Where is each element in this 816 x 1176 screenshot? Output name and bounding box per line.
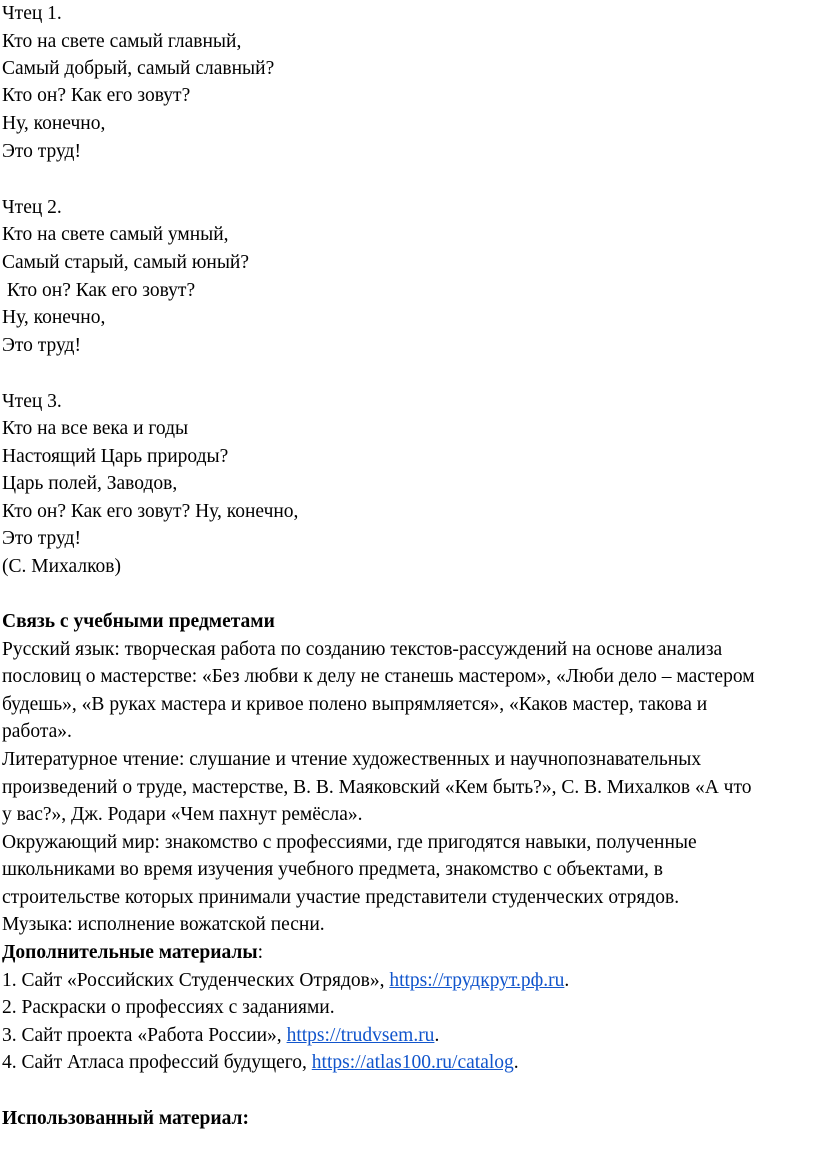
reader3-line-1: Кто на все века и годы xyxy=(2,418,189,439)
literature-line-1: Литературное чтение: слушание и чтение художественных и научнопознавательных xyxy=(2,749,702,770)
extra-item-1-after: . xyxy=(564,970,570,991)
reader1-heading: Чтец 1. xyxy=(2,3,62,24)
reader1-line-1: Кто на свете самый главный, xyxy=(2,31,242,52)
extra-item-4-text: 4. Сайт Атласа профессий будущего, xyxy=(2,1052,307,1073)
extra-item-3 xyxy=(2,1022,439,1049)
extra-item-3-after: . xyxy=(434,1025,440,1046)
link-trudvsem[interactable]: https://trudvsem.ru xyxy=(286,1025,435,1046)
extra-item-2-text: 2. Раскраски о профессиях с заданиями. xyxy=(2,997,335,1018)
extra-item-2 xyxy=(2,994,335,1021)
reader3-author: (С. Михалков) xyxy=(2,556,122,577)
reader3-line-5: Это труд! xyxy=(2,528,81,549)
reader3-heading: Чтец 3. xyxy=(2,391,62,412)
world-line-3: строительстве которых принимали участие представители студенческих отрядов. xyxy=(2,887,680,908)
world-line-2: школьниками во время изучения учебного предмета, знакомство с объектами, в xyxy=(2,859,663,880)
link-studotryad[interactable]: https://трудкрут.рф.ru xyxy=(389,970,565,991)
extra-item-4-after: . xyxy=(513,1052,519,1073)
reader3-line-4: Кто он? Как его зовут? Ну, конечно, xyxy=(2,501,299,522)
russian-line-1: Русский язык: творческая работа по созданию текстов-рассуждений на основе анализа xyxy=(2,639,723,660)
russian-line-3: будешь», «В руках мастера и кривое полено выпрямляется», «Каков мастер, такова и xyxy=(2,694,708,715)
reader3-line-2: Настоящий Царь природы? xyxy=(2,446,229,467)
connections-heading: Связь с учебными предметами xyxy=(2,611,275,632)
reader2-line-5: Это труд! xyxy=(2,335,81,356)
reader2-line-4: Ну, конечно, xyxy=(2,307,106,328)
extra-item-1 xyxy=(2,967,569,994)
reader1-line-2: Самый добрый, самый славный? xyxy=(2,58,275,79)
russian-line-2: пословиц о мастерстве: «Без любви к делу не станешь мастером», «Люби дело – мастером xyxy=(2,666,755,687)
literature-line-3: у вас?», Дж. Родари «Чем пахнут ремёсла». xyxy=(2,804,363,825)
reader3-line-3: Царь полей, Заводов, xyxy=(2,473,178,494)
reader1-line-5: Это труд! xyxy=(2,141,81,162)
reader2-line-2: Самый старый, самый юный? xyxy=(2,252,250,273)
music-line: Музыка: исполнение вожатской песни. xyxy=(2,914,325,935)
link-atlas100[interactable]: https://atlas100.ru/catalog xyxy=(311,1052,514,1073)
reader2-heading: Чтец 2. xyxy=(2,197,62,218)
reader2-line-3: Кто он? Как его зовут? xyxy=(2,280,196,301)
reader2-line-1: Кто на свете самый умный, xyxy=(2,224,229,245)
extra-item-1-text: 1. Сайт «Российских Студенческих Отрядов», xyxy=(2,970,390,991)
russian-line-4: работа». xyxy=(2,721,72,742)
reader1-line-4: Ну, конечно, xyxy=(2,113,106,134)
used-material-heading: Использованный материал: xyxy=(2,1108,249,1129)
extra-heading: Дополнительные материалы xyxy=(2,942,258,963)
reader1-line-3: Кто он? Как его зовут? xyxy=(2,85,191,106)
literature-line-2: произведений о труде, мастерстве, В. В. Маяковский «Кем быть?», С. В. Михалков «А что xyxy=(2,777,752,798)
extra-heading-row xyxy=(2,939,263,966)
world-line-1: Окружающий мир: знакомство с профессиями, где пригодятся навыки, полученные xyxy=(2,832,697,853)
extra-heading-colon: : xyxy=(257,942,263,963)
extra-item-3-text: 3. Сайт проекта «Работа России», xyxy=(2,1025,287,1046)
extra-item-4 xyxy=(2,1049,519,1076)
